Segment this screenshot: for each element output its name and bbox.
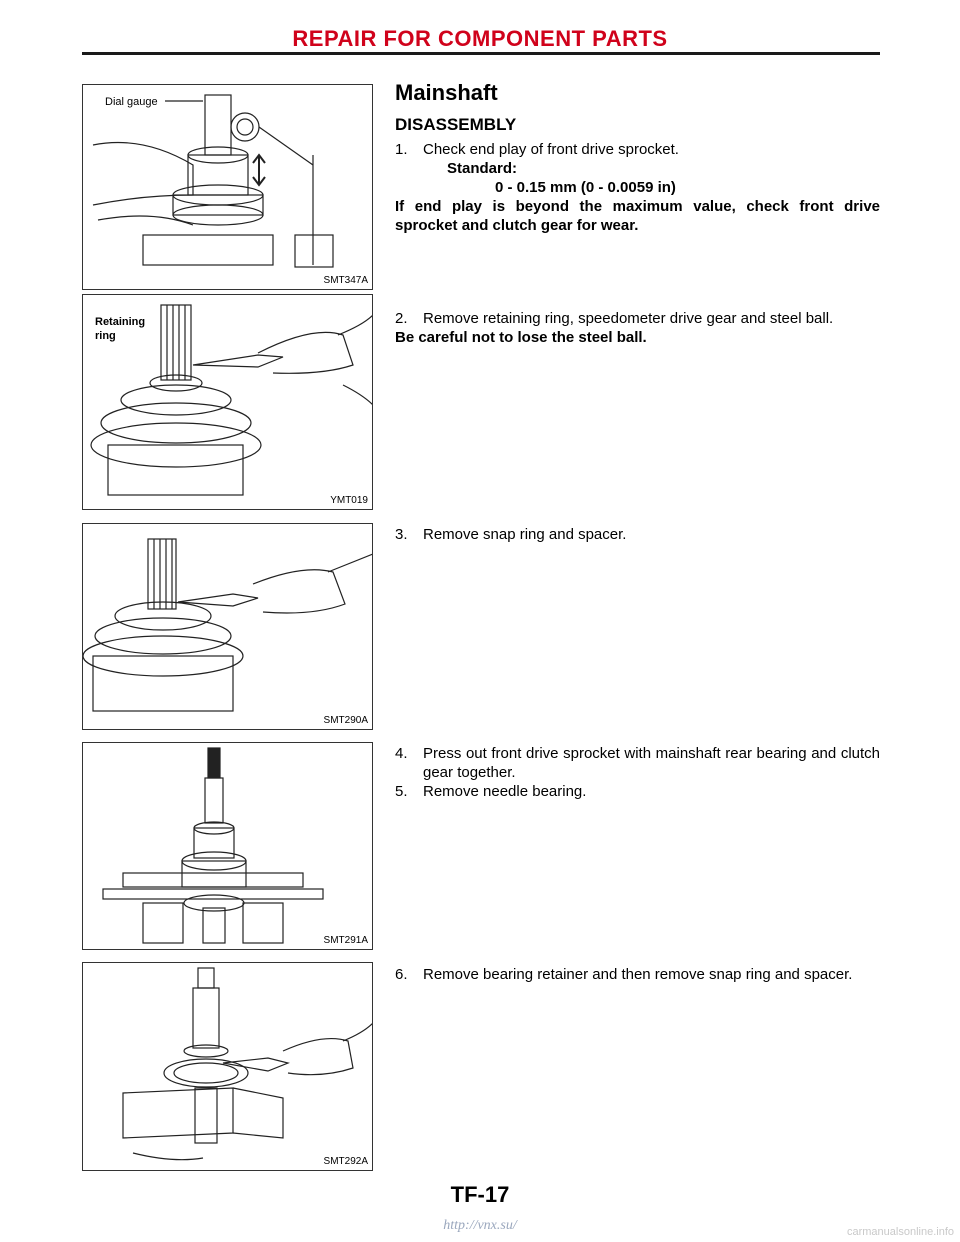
subsection-title: DISASSEMBLY (395, 115, 517, 134)
dial-gauge-illustration (83, 85, 373, 290)
figure-retaining-ring (82, 294, 373, 510)
step-number: 5. (395, 783, 408, 800)
step-note: If end play is beyond the maximum value, check front drive sprocket and clutch gear for wear. (395, 198, 880, 234)
figure-label-dial-gauge: Dial gauge (105, 96, 158, 108)
step-text: Remove bearing retainer and then remove snap ring and spacer. (423, 966, 853, 983)
figure-dial-gauge (82, 84, 373, 290)
step-note: Be careful not to lose the steel ball. (395, 329, 647, 346)
figure-code: SMT347A (323, 275, 368, 286)
press-illustration (83, 743, 373, 950)
step-4-5-block (395, 744, 880, 801)
step-text: Remove retaining ring, speedometer drive gear and steel ball. (423, 310, 834, 327)
figure-label-ring: ring (95, 330, 116, 342)
figure-code: SMT292A (323, 1156, 368, 1167)
step-1-block (395, 140, 880, 235)
footer-link[interactable]: http://vnx.su/ (443, 1218, 517, 1233)
step-number: 4. (395, 745, 408, 762)
section-title: Mainshaft (395, 80, 498, 105)
step-2-block (395, 309, 880, 347)
page-header-title: REPAIR FOR COMPONENT PARTS (292, 26, 668, 51)
page-number: TF-17 (450, 1182, 510, 1207)
step-text: Remove needle bearing. (423, 783, 587, 800)
header-rule (82, 52, 880, 55)
snap-ring-illustration (83, 524, 373, 730)
step-number: 2. (395, 310, 408, 327)
watermark: carmanualsonline.info (846, 1226, 954, 1238)
figure-bearing-retainer (82, 962, 373, 1171)
retaining-ring-illustration (83, 295, 373, 510)
figure-press-sprocket (82, 742, 373, 950)
step-number: 6. (395, 966, 408, 983)
step-6-block (395, 965, 880, 984)
standard-label: Standard: (447, 160, 518, 177)
step-number: 3. (395, 526, 408, 543)
figure-snap-ring (82, 523, 373, 730)
step-number: 1. (395, 141, 408, 158)
figure-code: SMT291A (323, 935, 368, 946)
step-3-block (395, 525, 880, 544)
figure-label-retaining: Retaining (95, 316, 146, 328)
figure-code: YMT019 (330, 495, 368, 506)
step-text: Check end play of front drive sprocket. (423, 141, 679, 158)
step-text: Remove snap ring and spacer. (423, 526, 627, 543)
figure-code: SMT290A (323, 715, 368, 726)
standard-value: 0 - 0.15 mm (0 - 0.0059 in) (495, 179, 676, 196)
bearing-retainer-illustration (83, 963, 373, 1171)
step-text: Press out front drive sprocket with mainshaft rear bearing and clutch gear together. (423, 745, 880, 781)
